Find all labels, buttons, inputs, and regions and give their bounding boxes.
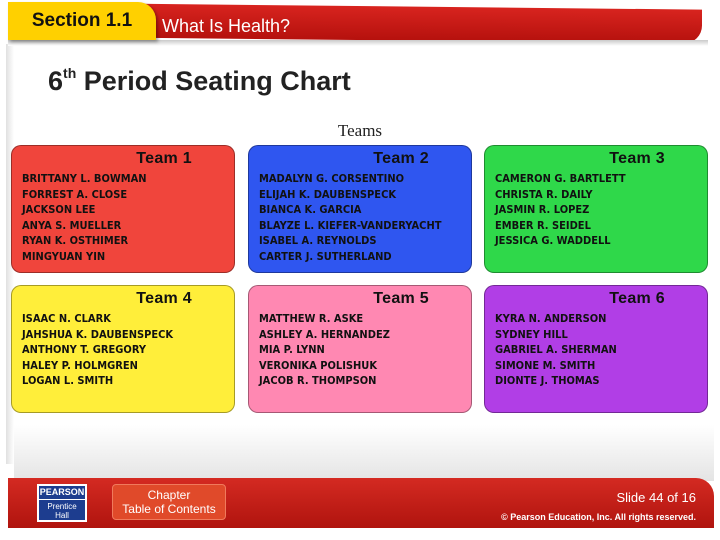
footer-shadow (14, 425, 714, 481)
logo-brand: PEARSON (39, 488, 85, 500)
team-member: RYAN K. OSTHIMER (22, 234, 129, 248)
team-member: KYRA N. ANDERSON (495, 312, 607, 325)
team-member: JACKSON LEE (22, 203, 96, 217)
team-member: MIA P. LYNN (259, 343, 325, 357)
logo-line-1: Prentice (47, 502, 77, 511)
section-tab (8, 2, 156, 40)
team-member: JACOB R. THOMPSON (259, 374, 377, 388)
team-card-1 (11, 145, 235, 273)
logo-line-2: Hall (55, 511, 69, 520)
team-member: ELIJAH K. DAUBENSPECK (259, 187, 397, 201)
team-member: FORREST A. CLOSE (22, 187, 128, 201)
team-member: ISABEL A. REYNOLDS (259, 234, 377, 248)
title-text: Period Seating Chart (76, 66, 351, 96)
team-member: HALEY P. HOLMGREN (22, 358, 138, 372)
copyright-notice: © Pearson Education, Inc. All rights reserved. (501, 512, 696, 522)
team-member: EMBER R. SEIDEL (495, 218, 591, 232)
team-member: JASMIN R. LOPEZ (495, 203, 590, 217)
teams-heading: Teams (337, 121, 383, 140)
team-member: GABRIEL A. SHERMAN (495, 343, 617, 357)
team-member: BLAYZE L. KIEFER-VANDERYACHT (259, 218, 442, 232)
team-member: BIANCA K. GARCIA (259, 203, 362, 217)
team-member: MINGYUAN YIN (22, 249, 106, 263)
pearson-logo[interactable] (37, 484, 87, 522)
chapter-toc-button[interactable] (112, 484, 226, 520)
team-member: SYDNEY HILL (495, 327, 568, 341)
team-member: JESSICA G. WADDELL (495, 234, 611, 248)
team-member: ISAAC N. CLARK (22, 312, 111, 325)
team-member: MATTHEW R. ASKE (259, 312, 364, 325)
team-member: CHRISTA R. DAILY (495, 187, 593, 201)
team-card-4 (11, 285, 235, 413)
header-title: What Is Health? (162, 16, 291, 36)
section-label: Section 1.1 (31, 10, 133, 31)
title-superscript: th (63, 65, 77, 81)
team-card-6 (484, 285, 708, 413)
team-card-3 (484, 145, 708, 273)
team-member: CARTER J. SUTHERLAND (259, 249, 392, 263)
team-member: DIONTE J. THOMAS (495, 374, 600, 388)
team-member: LOGAN L. SMITH (22, 374, 114, 388)
team-name: Team 4 (136, 290, 192, 307)
toc-line-1: Chapter (147, 488, 191, 502)
team-card-5 (248, 285, 472, 413)
team-member: ANYA S. MUELLER (22, 218, 122, 232)
team-name: Team 1 (136, 150, 192, 167)
team-member: ASHLEY A. HERNANDEZ (259, 327, 390, 341)
team-name: Team 3 (609, 150, 665, 167)
team-member: BRITTANY L. BOWMAN (22, 172, 147, 185)
team-name: Team 2 (373, 150, 429, 167)
team-name: Team 6 (609, 290, 665, 307)
slide-number: Slide 44 of 16 (616, 490, 696, 505)
team-name: Team 5 (373, 290, 429, 307)
header-shadow (8, 40, 708, 46)
toc-line-2: Table of Contents (122, 502, 216, 516)
page-title (48, 66, 351, 97)
team-card-2 (248, 145, 472, 273)
title-number: 6 (48, 66, 64, 96)
team-member: VERONIKA POLISHUK (259, 358, 378, 372)
team-member: MADALYN G. CORSENTINO (259, 172, 405, 185)
team-member: JAHSHUA K. DAUBENSPECK (22, 327, 174, 341)
team-member: SIMONE M. SMITH (495, 358, 596, 372)
team-member: CAMERON G. BARTLETT (495, 172, 626, 185)
team-member: ANTHONY T. GREGORY (22, 343, 147, 357)
